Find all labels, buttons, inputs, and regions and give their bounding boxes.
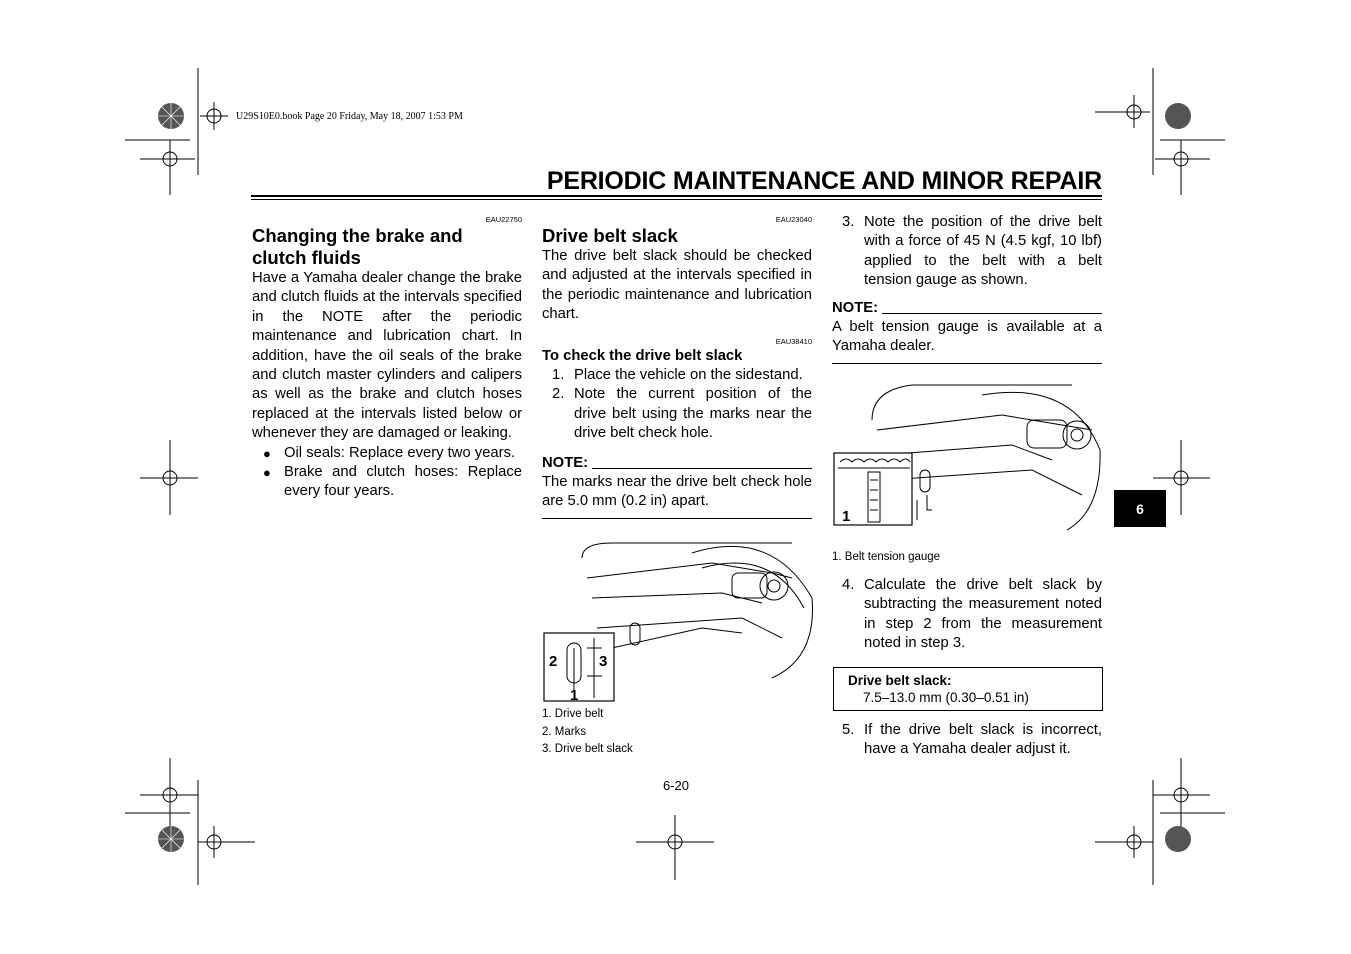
bullet-icon: ● bbox=[263, 465, 271, 481]
note-heading: NOTE: bbox=[832, 299, 1102, 318]
figure-label-slack: 3 bbox=[599, 653, 608, 670]
page-title: PERIODIC MAINTENANCE AND MINOR REPAIR bbox=[546, 167, 1102, 195]
spec-box bbox=[833, 667, 1103, 711]
print-file-line: U29S10E0.book Page 20 Friday, May 18, 2007 1:53 PM bbox=[236, 111, 463, 122]
page-number: 6-20 bbox=[663, 778, 690, 793]
drive-belt-figure bbox=[542, 538, 812, 703]
list-item: 4. Calculate the drive belt slack by subtracting the measurement noted in step 2 from the measurement noted in step 3. bbox=[842, 577, 1102, 652]
spec-value: 7.5–13.0 mm (0.30–0.51 in) bbox=[863, 690, 1029, 705]
list-item: ● Brake and clutch hoses: Replace every four years. bbox=[263, 464, 522, 500]
column-3 bbox=[832, 213, 1102, 364]
step-list bbox=[832, 576, 1102, 654]
caption-item: 2. Marks bbox=[542, 725, 587, 738]
column-3-final bbox=[832, 721, 1102, 760]
section-heading-brake-fluids: Changing the brake and clutch fluids bbox=[252, 225, 463, 268]
caption-item: 3. Drive belt slack bbox=[542, 743, 633, 755]
section-code: EAU22750 bbox=[485, 215, 522, 224]
spec-label: Drive belt slack: bbox=[848, 673, 952, 688]
section-heading-drive-belt: Drive belt slack bbox=[542, 225, 678, 246]
list-item: 3. Note the position of the drive belt with a force of 45 N (4.5 kgf, 10 lbf) applied to the belt with a belt tension gauge as shown. bbox=[842, 214, 1102, 289]
chapter-tab: 6 bbox=[1114, 490, 1166, 527]
figure-label-gauge: 1 bbox=[842, 508, 851, 525]
caption-item: 1. Drive belt bbox=[542, 708, 604, 720]
tension-gauge-figure bbox=[832, 380, 1102, 550]
figure-caption: 1. Belt tension gauge bbox=[832, 551, 941, 563]
subheading-check-slack: To check the drive belt slack bbox=[542, 347, 743, 364]
note-heading: NOTE: bbox=[542, 454, 812, 473]
section-code: EAU38410 bbox=[775, 336, 812, 346]
list-item: 1. Place the vehicle on the sidestand. bbox=[552, 367, 803, 384]
figure-label-marks: 2 bbox=[549, 653, 558, 670]
section-code: EAU23040 bbox=[775, 215, 812, 224]
column-2 bbox=[542, 215, 812, 519]
list-item: 2. Note the current position of the drive belt using the marks near the drive belt check hole. bbox=[552, 386, 812, 442]
column-1 bbox=[252, 215, 522, 502]
body-text: Have a Yamaha dealer change the brake and clutch fluids at the intervals specified in the NOTE after the periodic maintenance and lubrication chart. In addition, have the oil seals of the brake and clutch master cylinders and calipers as well as the brake and clutch hoses replaced at the intervals listed below or whenever they are damaged or leaking. bbox=[252, 270, 522, 442]
bullet-icon: ● bbox=[263, 445, 271, 461]
step-list bbox=[832, 213, 1102, 291]
step-list bbox=[832, 721, 1102, 760]
title-rule-thick bbox=[251, 195, 1102, 197]
body-text: The drive belt slack should be checked and adjusted at the intervals specified in the periodic maintenance and lubrication chart. bbox=[542, 248, 812, 323]
figure-captions bbox=[542, 706, 633, 759]
step-list bbox=[542, 366, 812, 444]
list-item: 5. If the drive belt slack is incorrect, have a Yamaha dealer adjust it. bbox=[842, 722, 1102, 758]
column-3-lower bbox=[832, 576, 1102, 654]
figure-label-belt: 1 bbox=[570, 687, 579, 704]
bullet-list bbox=[252, 444, 522, 502]
note-text: A belt tension gauge is available at a Yamaha dealer. bbox=[832, 319, 1102, 355]
list-item: ● Oil seals: Replace every two years. bbox=[252, 444, 522, 463]
title-rule-thin bbox=[251, 199, 1102, 200]
note-text: The marks near the drive belt check hole are 5.0 mm (0.2 in) apart. bbox=[542, 474, 812, 510]
